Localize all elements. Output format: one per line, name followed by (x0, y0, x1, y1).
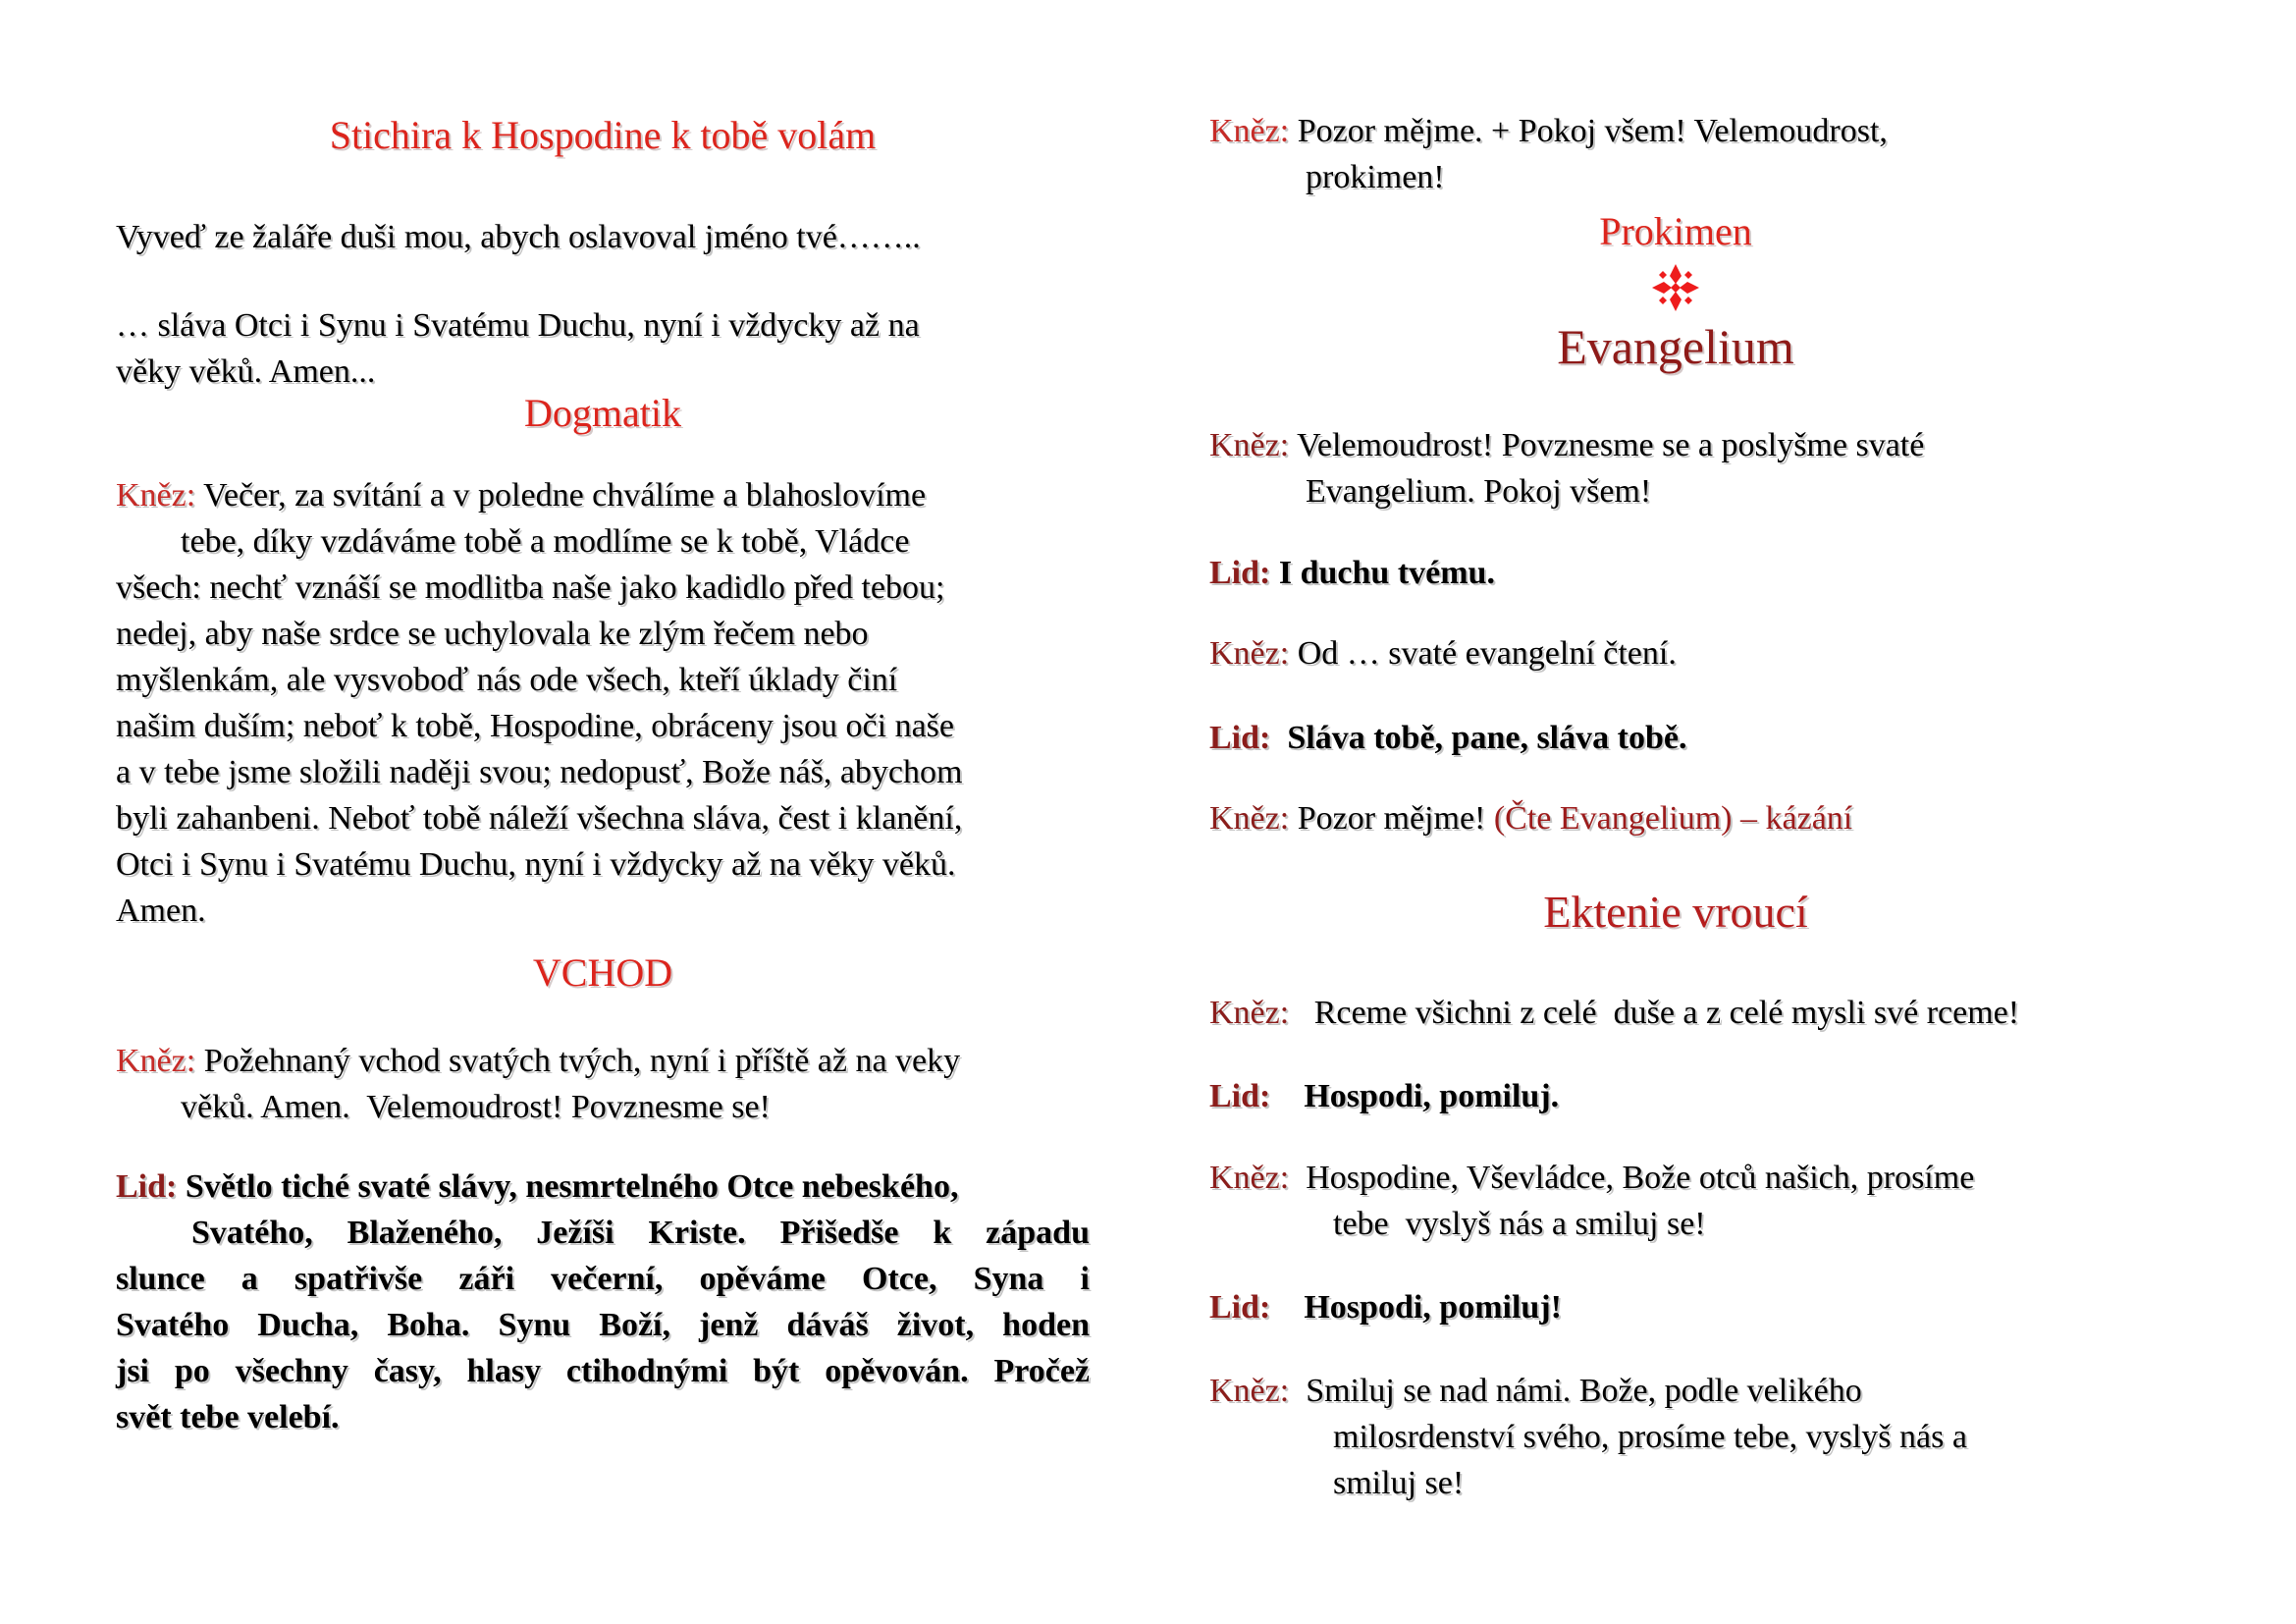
line: tebe vyslyš nás a smiluj se! (1333, 1206, 1706, 1242)
line: Evangelium. Pokoj všem! (1306, 473, 1652, 510)
line (116, 1164, 1090, 1210)
speaker-label-knez: Kněz: (1209, 800, 1290, 837)
speech-text: Sláva tobě, pane, sláva tobě. (1270, 720, 1687, 756)
speaker-label-lid: Lid: (1209, 1289, 1271, 1326)
paragraph-knez-velemoudrost (1209, 422, 2142, 514)
line: věky věků. Amen... (116, 353, 376, 390)
section-title-prokimen: Prokimen (1599, 209, 1752, 253)
line: byli zahanbeni. Neboť tobě náleží všechna sláva, čest i klanění, (116, 800, 963, 837)
paragraph-knez-dogmatik (116, 472, 1090, 934)
speaker-label-lid: Lid: (1209, 1078, 1271, 1114)
line: Svatého, Blaženého, Ježíši Kriste. Přišedše k západu (191, 1215, 1090, 1251)
speaker-label-knez: Kněz: (1209, 1160, 1290, 1196)
line (1209, 1368, 2142, 1414)
line (1209, 108, 2142, 154)
line: Svatého Ducha, Boha. Synu Boží, jenž dáváš život, hoden (116, 1307, 1090, 1343)
line: tebe, díky vzdáváme tobě a modlíme se k tobě, Vládce (181, 523, 910, 560)
paragraph-knez-rceme (1209, 990, 2142, 1036)
speaker-label-lid: Lid: (1209, 555, 1271, 591)
speech-text: Pozor mějme. + Pokoj všem! Velemoudrost, (1289, 113, 1888, 149)
paragraph-lid-svetlo-tiche (116, 1164, 1090, 1440)
speaker-label-knez: Kněz: (1209, 995, 1290, 1031)
left-column (116, 0, 1090, 1624)
speech-text: Rceme všichni z celé duše a z celé mysli své rceme! (1289, 995, 2020, 1031)
line (1209, 550, 2142, 596)
cross-fleuron-icon (1651, 263, 1700, 312)
line (1209, 795, 2142, 841)
speaker-label-knez: Kněz: (1209, 635, 1290, 672)
line: a v tebe jsme složili naději svou; nedopusť, Bože náš, abychom (116, 754, 963, 790)
speech-text: Smiluj se nad námi. Bože, podle velikého (1289, 1373, 1862, 1409)
paragraph-psalm-verse (116, 214, 1090, 260)
line: věků. Amen. Velemoudrost! Povznesme se! (181, 1089, 771, 1125)
line: myšlenkám, ale vysvoboď nás ode všech, kteří úklady činí (116, 662, 898, 698)
line (116, 1038, 1090, 1084)
line: milosrdenství svého, prosíme tebe, vyslyš nás a (1333, 1419, 1967, 1455)
section-title-dogmatik: Dogmatik (524, 391, 681, 435)
line (1209, 1284, 2142, 1330)
paragraph-knez-vchod (116, 1038, 1090, 1130)
section-title-ektenie: Ektenie vroucí (1543, 887, 1808, 937)
line (116, 472, 1090, 518)
line (1209, 630, 2142, 677)
paragraph-knez-pozor-kazani (1209, 795, 2142, 841)
speech-text: Od … svaté evangelní čtení. (1289, 635, 1677, 672)
line (1209, 1073, 2142, 1119)
speaker-label-knez: Kněz: (116, 1043, 196, 1079)
speech-text: Hospodine, Vševládce, Bože otců našich, prosíme (1289, 1160, 1975, 1196)
speech-text: Hospodi, pomiluj! (1270, 1289, 1562, 1326)
line: … sláva Otci i Synu i Svatému Duchu, nyní i vždycky až na (116, 307, 920, 344)
line: svět tebe velebí. (116, 1399, 340, 1435)
paragraph-knez-od-svate (1209, 630, 2142, 677)
right-column (1209, 0, 2142, 1624)
line: prokimen! (1306, 159, 1445, 195)
speech-text: I duchu tvému. (1270, 555, 1495, 591)
section-title-evangelium: Evangelium (1557, 319, 1794, 374)
line: Amen. (116, 893, 206, 929)
line: nedej, aby naše srdce se uchylovala ke zlým řečem nebo (116, 616, 869, 652)
line: smiluj se! (1333, 1465, 1465, 1501)
speech-text: Večer, za svítání a v poledne chválíme a blahoslovíme (195, 477, 927, 514)
line (1209, 1155, 2142, 1201)
paragraph-knez-hospodine-vsevladce (1209, 1155, 2142, 1247)
speaker-label-knez: Kněz: (1209, 113, 1290, 149)
line (1209, 715, 2142, 761)
line: Vyveď ze žaláře duši mou, abych oslavoval jméno tvé…….. (116, 219, 921, 255)
paragraph-lid-slava-tobe (1209, 715, 2142, 761)
line: Otci i Synu i Svatému Duchu, nyní i vždycky až na věky věků. (116, 846, 956, 883)
speaker-label-lid: Lid: (1209, 720, 1271, 756)
speaker-label-knez: Kněz: (1209, 1373, 1290, 1409)
paragraph-lid-i-duchu (1209, 550, 2142, 596)
speech-text: Světlo tiché svaté slávy, nesmrtelného Otce nebeského, (177, 1168, 959, 1205)
line: jsi po všechny časy, hlasy ctihodnými být opěvován. Pročež (116, 1353, 1090, 1389)
paragraph-gloria (116, 302, 1090, 395)
section-title-vchod: VCHOD (532, 950, 673, 995)
speaker-label-knez: Kněz: (1209, 427, 1290, 463)
paragraph-knez-smiluj-se (1209, 1368, 2142, 1506)
speaker-label-lid: Lid: (116, 1168, 178, 1205)
speech-text: Velemoudrost! Povznesme se a poslyšme svaté (1289, 427, 1925, 463)
line (1209, 990, 2142, 1036)
line (1209, 422, 2142, 468)
line: slunce a spatřivše záři večerní, opěváme Otce, Syna i (116, 1261, 1090, 1297)
speech-text: Požehnaný vchod svatých tvých, nyní i příště až na veky (195, 1043, 961, 1079)
paragraph-knez-pozor-prokimen (1209, 108, 2142, 200)
rubric-text: (Čte Evangelium) – kázání (1493, 800, 1853, 837)
paragraph-lid-hospodi-pomiluj-2 (1209, 1284, 2142, 1330)
line: našim duším; neboť k tobě, Hospodine, obráceny jsou oči naše (116, 708, 954, 744)
paragraph-lid-hospodi-pomiluj-1 (1209, 1073, 2142, 1119)
line: všech: nechť vznáší se modlitba naše jako kadidlo před tebou; (116, 569, 945, 606)
speech-text: Pozor mějme! (1289, 800, 1494, 837)
ornament (1209, 263, 2142, 321)
speech-text: Hospodi, pomiluj. (1270, 1078, 1560, 1114)
speaker-label-knez: Kněz: (116, 477, 196, 514)
section-title-stichira: Stichira k Hospodine k tobě volám (329, 113, 877, 157)
